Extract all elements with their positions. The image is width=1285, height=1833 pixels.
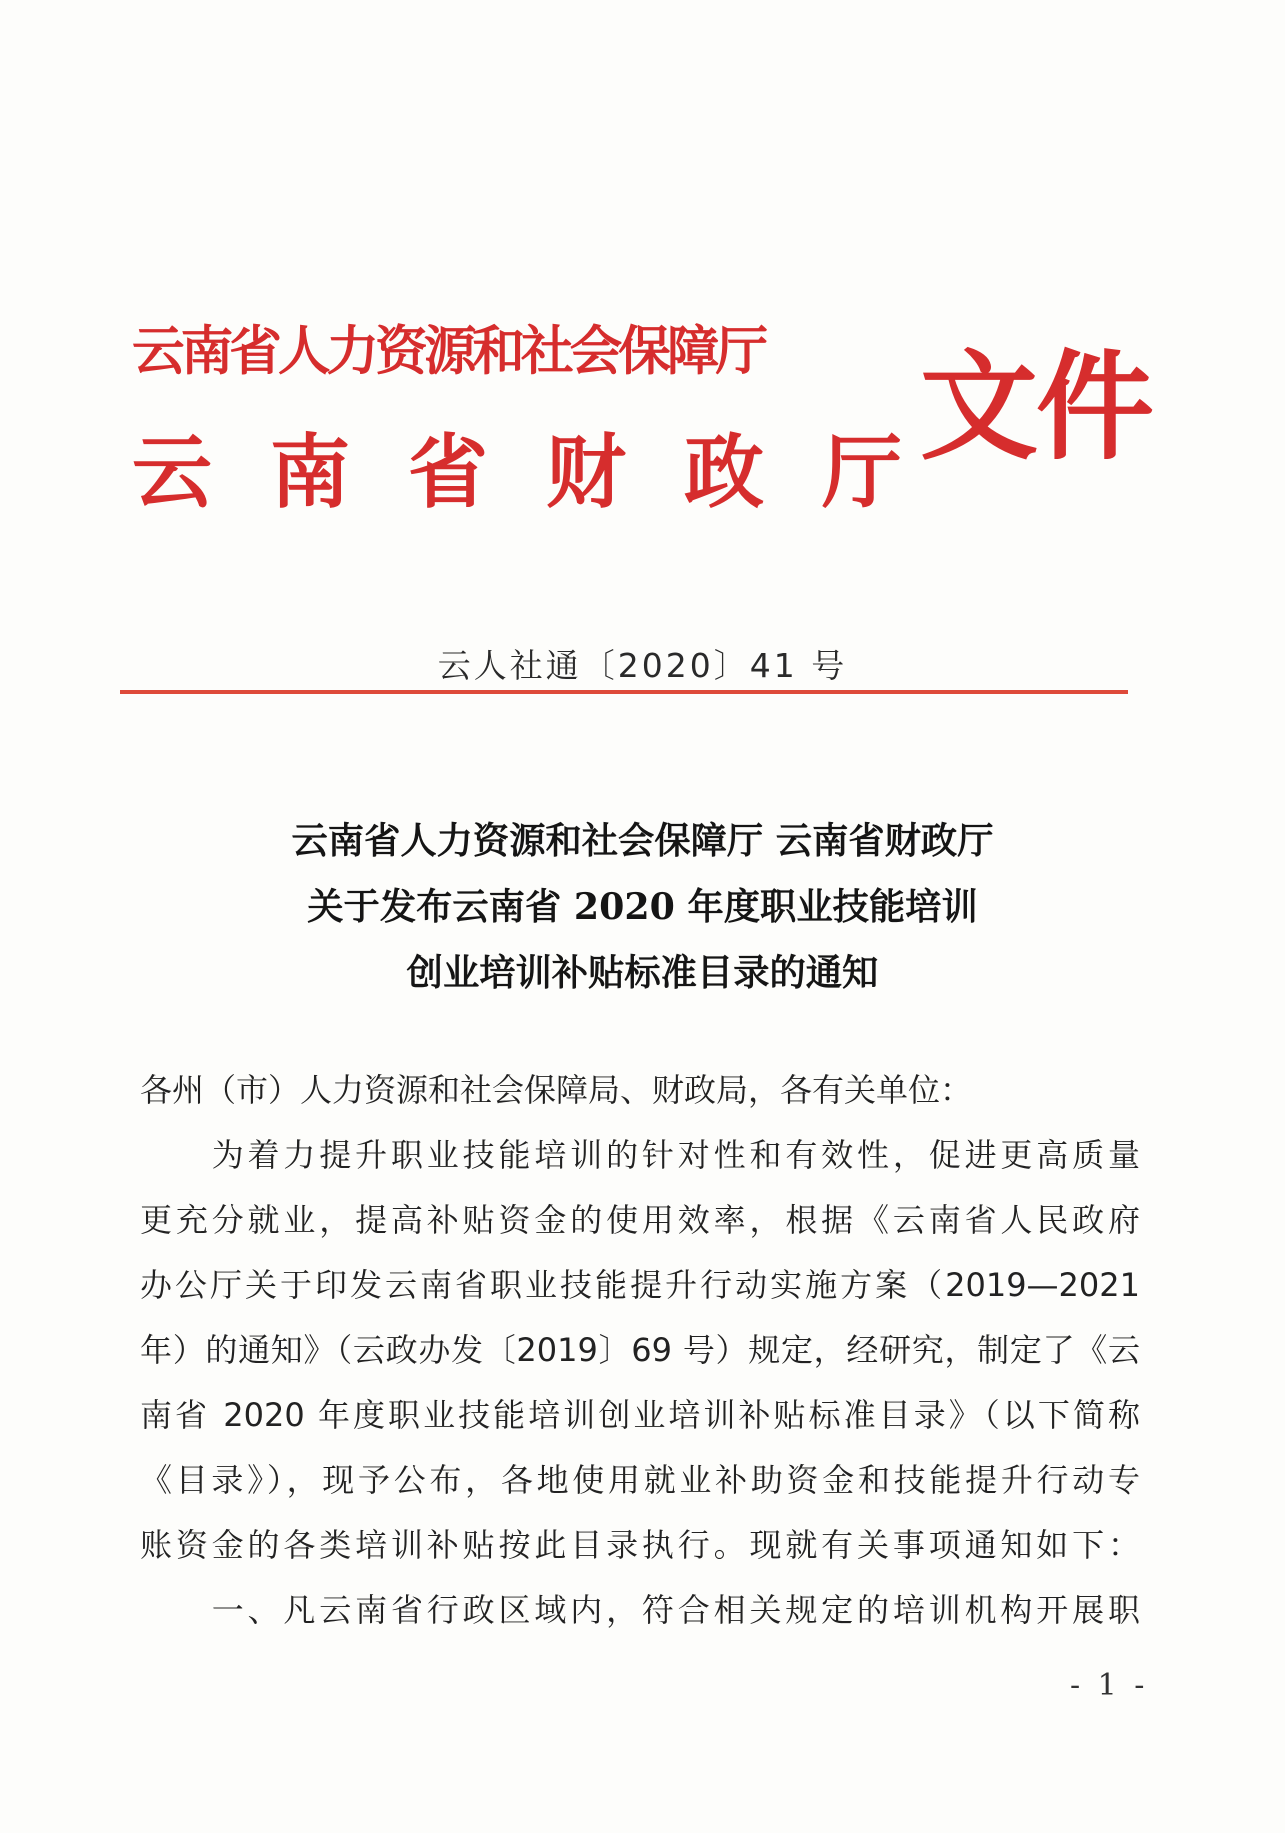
notice-title: [0, 808, 1285, 1006]
org-line-2-char: 南: [270, 425, 350, 519]
body-line: 账资金的各类培训补贴按此目录执行。现就有关事项通知如下：: [140, 1526, 1140, 1564]
body-line: 办公厅关于印发云南省职业技能提升行动实施方案（2019—2021: [140, 1266, 1140, 1304]
title-line-1: 云南省人力资源和社会保障厅 云南省财政厅: [291, 819, 994, 862]
body-line: 更充分就业，提高补贴资金的使用效率，根据《云南省人民政府: [140, 1201, 1140, 1239]
body-line: 为着力提升职业技能培训的针对性和有效性，促进更高质量: [140, 1136, 1140, 1174]
issuing-org-line-1: 云南省人力资源和社会保障厅: [132, 321, 765, 382]
body-line: 南省 2020 年度职业技能培训创业培训补贴标准目录》（以下简称: [140, 1396, 1140, 1434]
title-line-2: 关于发布云南省 2020 年度职业技能培训: [307, 885, 978, 928]
issuing-org-line-2: [132, 422, 902, 522]
org-line-2-char: 财: [546, 425, 626, 519]
org-line-2-char: 省: [408, 425, 488, 519]
document-word: 文件: [920, 337, 1153, 476]
red-separator-rule: [120, 690, 1128, 694]
masthead: [132, 302, 1153, 532]
body-line: 年）的通知》（云政办发〔2019〕69 号）规定，经研究，制定了《云: [140, 1331, 1140, 1369]
body-line-salutation: 各州（市）人力资源和社会保障局、财政局，各有关单位：: [140, 1071, 973, 1109]
body-line: 一、凡云南省行政区域内，符合相关规定的培训机构开展职: [140, 1591, 1140, 1629]
body-line: 《目录》），现予公布，各地使用就业补助资金和技能提升行动专: [140, 1461, 1140, 1499]
org-line-2-char: 云: [132, 425, 212, 519]
org-line-2-char: 厅: [822, 425, 902, 519]
org-line-2-char: 政: [684, 425, 764, 519]
title-line-3: 创业培训补贴标准目录的通知: [406, 951, 879, 994]
page-number: - 1 -: [1070, 1668, 1149, 1703]
document-number: 云人社通〔2020〕41 号: [437, 646, 848, 685]
